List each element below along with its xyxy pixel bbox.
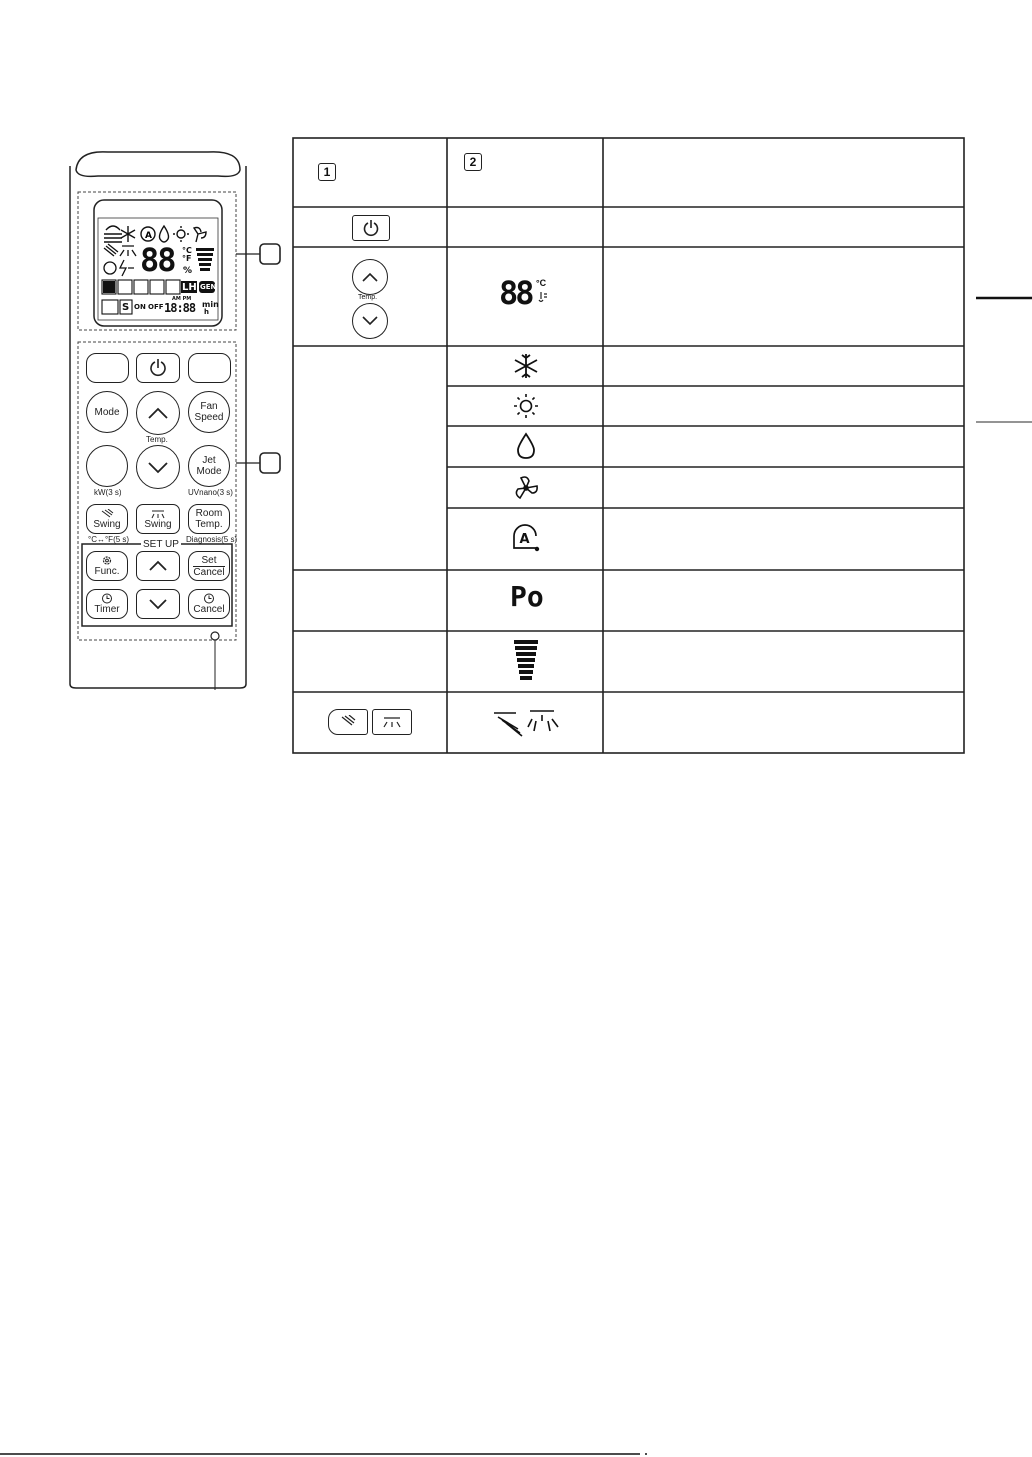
droplet-icon <box>515 432 537 460</box>
lcd-time: 18:88 <box>164 301 196 315</box>
lcd-unit-celsius: °C <box>182 246 192 255</box>
key-1-label: 1 <box>318 163 336 181</box>
swing-icon <box>492 707 562 739</box>
set-cancel-label: Cancel <box>193 566 225 578</box>
chevron-up-icon <box>361 272 379 282</box>
func-label: Func. <box>94 566 120 577</box>
power-icon <box>148 358 168 378</box>
temp-label: Temp. <box>146 435 168 444</box>
sun-icon <box>513 393 539 419</box>
swing-horizontal-icon <box>150 509 166 519</box>
setup-up-button[interactable] <box>136 551 180 581</box>
clock-icon <box>203 593 215 604</box>
fan-speed-button[interactable] <box>188 391 230 433</box>
swing-middle-label: Swing <box>144 518 172 530</box>
swing-horizontal-key <box>372 709 412 735</box>
temp-up-button[interactable] <box>136 391 180 435</box>
swing-left-label: Swing <box>93 518 121 530</box>
blank-right-button[interactable] <box>188 353 231 383</box>
swing-vertical-icon <box>340 715 356 729</box>
lcd-hour: h <box>204 308 209 316</box>
lcd-s: S <box>122 302 130 313</box>
chevron-up-icon <box>147 560 169 572</box>
power-key <box>352 215 390 241</box>
cf-label: °C↔°F(5 s) <box>88 535 130 544</box>
cancel-button[interactable] <box>188 589 230 619</box>
power-button[interactable] <box>136 353 180 383</box>
chevron-down-icon <box>147 598 169 610</box>
temp-display-digits: 88 <box>499 274 532 312</box>
lcd-gen: GEN <box>200 283 217 291</box>
room-temp-button[interactable] <box>188 504 230 534</box>
swing-vertical-icon <box>100 509 114 519</box>
temp-down-key <box>352 303 388 339</box>
fan-speed-label-1: Fan <box>200 401 218 412</box>
mode-button[interactable]: Mode <box>86 391 128 433</box>
lcd-percent: % <box>183 266 193 276</box>
set-label: Set <box>201 554 217 566</box>
lcd-unit-fahrenheit: °F <box>182 254 192 263</box>
uvnano-label: UVnano(3 s) <box>188 488 233 497</box>
temp-display-unit: °C <box>536 278 547 288</box>
room-temp-label-2: Temp. <box>195 519 223 530</box>
snowflake-icon <box>513 353 539 379</box>
kw-button[interactable] <box>86 445 128 487</box>
callout-markers <box>236 240 286 480</box>
swing-middle-button[interactable] <box>136 504 180 534</box>
lcd-min: min <box>202 300 219 309</box>
jet-mode-label-2: Mode <box>196 466 222 477</box>
diagnosis-label: Diagnosis(5 s) <box>186 535 238 544</box>
setup-down-button[interactable] <box>136 589 180 619</box>
key-2-label: 2 <box>464 153 482 171</box>
fan-icon <box>511 474 541 502</box>
lcd-lh: LH <box>182 282 197 293</box>
po-display: Po <box>510 580 544 613</box>
clock-icon <box>101 593 113 604</box>
header-key-1 <box>318 163 336 181</box>
lcd-ampm: AM PM <box>172 296 192 302</box>
power-icon <box>362 219 380 237</box>
kw-label: kW(3 s) <box>94 488 122 497</box>
fan-speed-bars-icon <box>514 640 538 684</box>
lcd-on: ON <box>134 303 146 311</box>
jet-mode-button[interactable] <box>188 445 230 487</box>
fan-speed-label-2: Speed <box>194 412 224 423</box>
button-display-table <box>292 137 965 754</box>
jet-mode-label-1: Jet <box>202 455 216 466</box>
lcd-off: OFF <box>148 303 164 311</box>
blank-left-button[interactable] <box>86 353 129 383</box>
swing-horizontal-icon <box>382 715 402 729</box>
swing-vertical-key <box>328 709 368 735</box>
remote-control <box>68 150 248 690</box>
svg-text:A: A <box>145 231 152 241</box>
footer-line <box>0 1452 650 1456</box>
chevron-down-icon <box>147 460 169 474</box>
timer-button[interactable] <box>86 589 128 619</box>
auto-mode-icon <box>510 522 542 554</box>
header-key-2 <box>464 153 482 171</box>
temp-up-key <box>352 259 388 295</box>
cancel-label: Cancel <box>193 604 225 615</box>
thermometer-icon <box>538 291 548 303</box>
svg-text:A: A <box>519 532 530 547</box>
chevron-down-icon <box>361 316 379 326</box>
temp-down-button[interactable] <box>136 445 180 489</box>
timer-label: Timer <box>94 604 120 615</box>
chevron-up-icon <box>147 406 169 420</box>
func-button[interactable] <box>86 551 128 581</box>
swing-left-button[interactable] <box>86 504 128 534</box>
lcd-temperature-digits: 88 <box>140 241 175 279</box>
setup-label: SET UP <box>143 539 179 550</box>
room-temp-label-1: Room <box>195 508 223 519</box>
set-cancel-button[interactable] <box>188 551 230 581</box>
margin-marks <box>974 296 1032 426</box>
gear-icon <box>101 555 113 566</box>
table-grid <box>292 137 965 754</box>
temp-small-label: Temp. <box>358 294 378 301</box>
